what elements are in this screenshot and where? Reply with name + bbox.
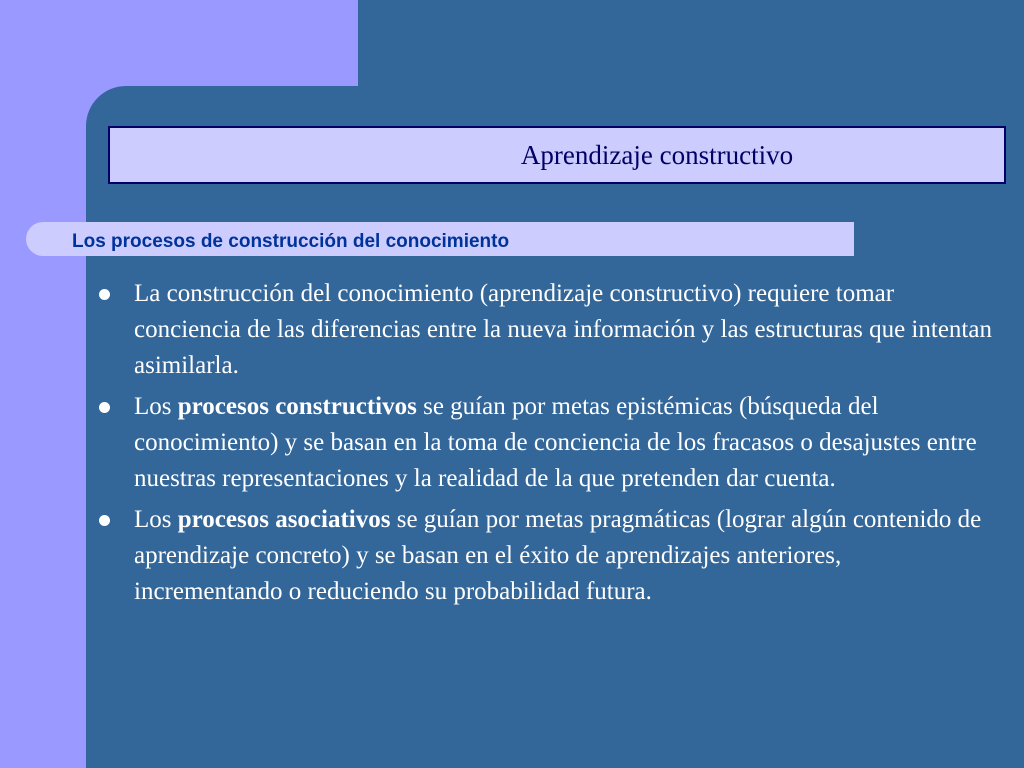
bullet-text-rest: se guían por metas pragmáticas (lograr algún contenido de aprendizaje concreto) y se basan en el éxito de aprendizajes anteriores, incrementando o reduciendo su probabilidad futura. [134, 506, 982, 605]
bullet-dot-icon [99, 402, 110, 413]
bullet-text: La construcción del conocimiento (aprendizaje constructivo) requiere tomar conciencia de las diferencias entre la nueva información y las estructuras que intentan asimilarla. [134, 280, 992, 379]
bullet-bold-term: procesos asociativos [177, 506, 391, 533]
bullet-bold-term: procesos constructivos [177, 393, 417, 420]
slide-title: Aprendizaje constructivo [520, 139, 794, 170]
bullet-dot-icon [99, 515, 110, 526]
bullet-item [96, 276, 996, 384]
bullet-text-rest: se guían por metas epistémicas (búsqueda del conocimiento) y se basan en la toma de conciencia de los fracasos o desajustes entre nuestras representaciones y la realidad de la que pretenden dar cuenta. [134, 393, 977, 492]
bullet-item [96, 502, 996, 610]
bullet-item [96, 389, 996, 497]
bullet-dot-icon [99, 289, 110, 300]
bullet-text-lead: Los [134, 393, 178, 420]
title-box [108, 126, 1006, 184]
bullet-text-lead: Los [134, 506, 178, 533]
bullet-list [96, 276, 996, 615]
slide-subtitle: Los procesos de construcción del conocimiento [72, 231, 510, 252]
